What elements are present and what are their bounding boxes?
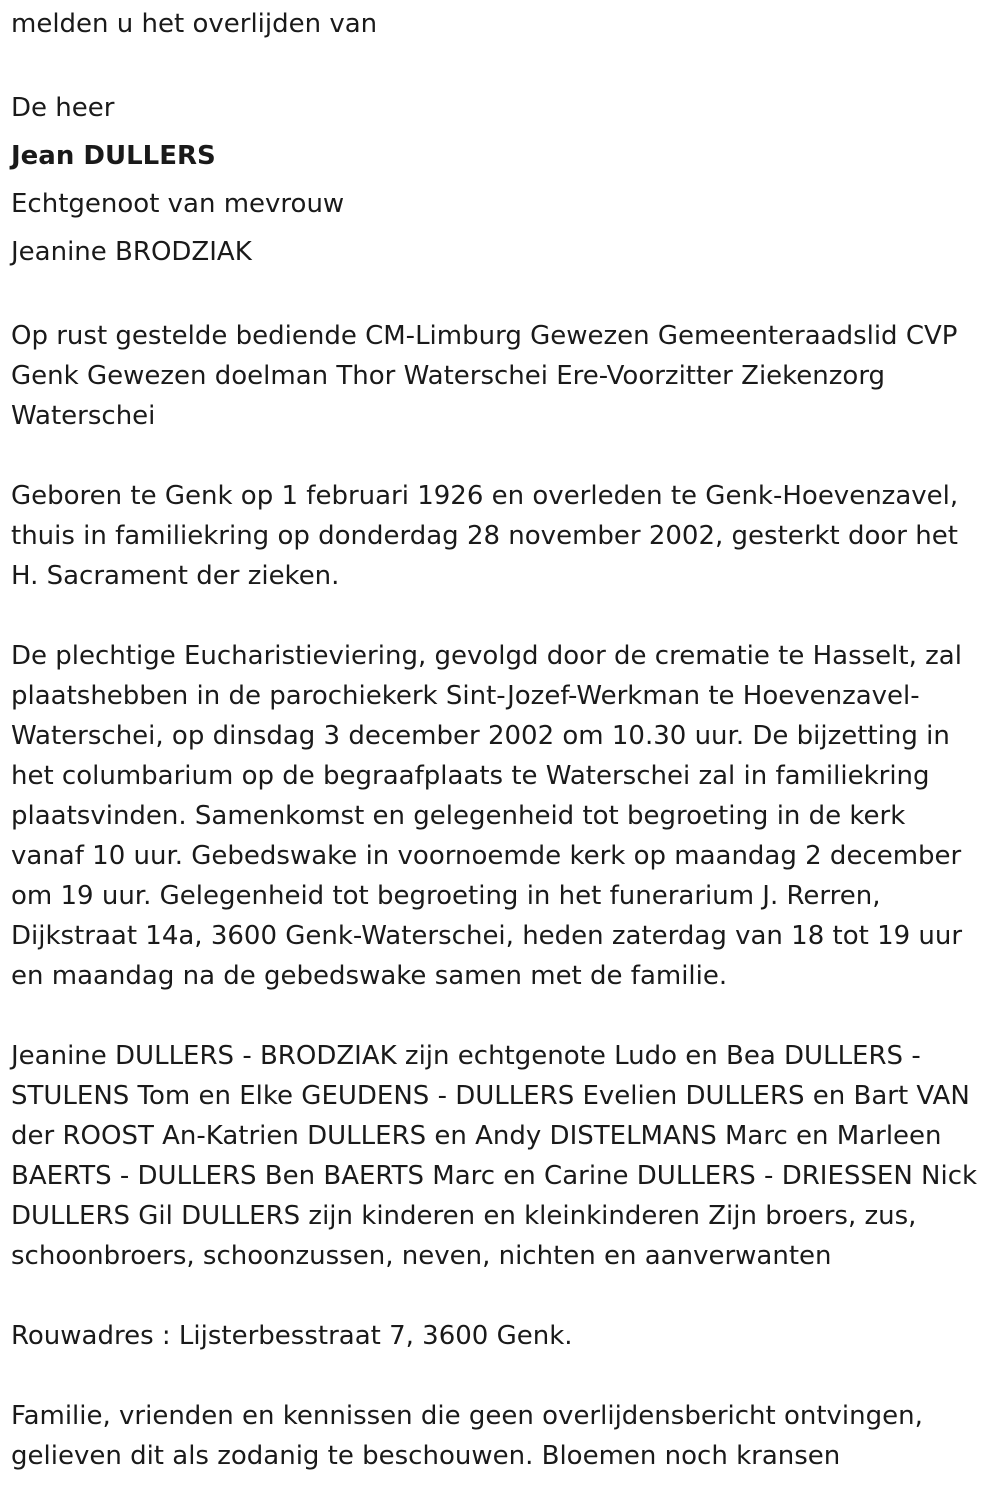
birth-death-paragraph: Geboren te Genk op 1 februari 1926 en overleden te Genk-Hoevenzavel, thuis in familiekring op donderdag 28 november 2002, gesterkt door het H. Sacrament der zieken. [11,481,959,591]
deceased-header [11,84,986,276]
closing-paragraph: Familie, vrienden en kennissen die geen overlijdensbericht ontvingen, gelieven dit als zodanig te beschouwen. Bloemen noch kransen [11,1401,923,1471]
spouse-relation: Echtgenoot van mevrouw [11,189,345,219]
deceased-name: Jean DULLERS [11,141,216,171]
family-paragraph: Jeanine DULLERS - BRODZIAK zijn echtgenote Ludo en Bea DULLERS - STULENS Tom en Elke GEUDENS - DULLERS Evelien DULLERS en Bart VAN der ROOST An-Katrien DULLERS en Andy DISTELMANS Marc en Marleen BAERTS - DULLERS Ben BAERTS Marc en Carine DULLERS - DRIESSEN Nick DULLERS Gil DULLERS zijn kinderen en kleinkinderen Zijn broers, zus, schoonbroers, schoonzussen, neven, nichten en aanverwanten [11,1041,978,1271]
ceremony-paragraph: De plechtige Eucharistieviering, gevolgd door de crematie te Hasselt, zal plaatshebben in de parochiekerk Sint-Jozef-Werkman te Hoevenzavel-Waterschei, op dinsdag 3 december 2002 om 10.30 uur. De bijzetting in het columbarium op de begraafplaats te Waterschei zal in familiekring plaatsvinden. Samenkomst en gelegenheid tot begroeting in de kerk vanaf 10 uur. Gebedswake in voornoemde kerk op maandag 2 december om 19 uur. Gelegenheid tot begroeting in het funerarium J. Rerren, Dijkstraat 14a, 3600 Genk-Waterschei, heden zaterdag van 18 tot 19 uur en maandag na de gebedswake samen met de familie. [11,641,963,991]
career-paragraph: Op rust gestelde bediende CM-Limburg Gewezen Gemeenteraadslid CVP Genk Gewezen doelman Thor Waterschei Ere-Voorzitter Ziekenzorg Waterschei [11,321,958,431]
intro-text: melden u het overlijden van [11,9,378,39]
mourning-address: Rouwadres : Lijsterbesstraat 7, 3600 Genk. [11,1321,573,1351]
salutation: De heer [11,93,115,123]
spouse-name: Jeanine BRODZIAK [11,237,252,267]
